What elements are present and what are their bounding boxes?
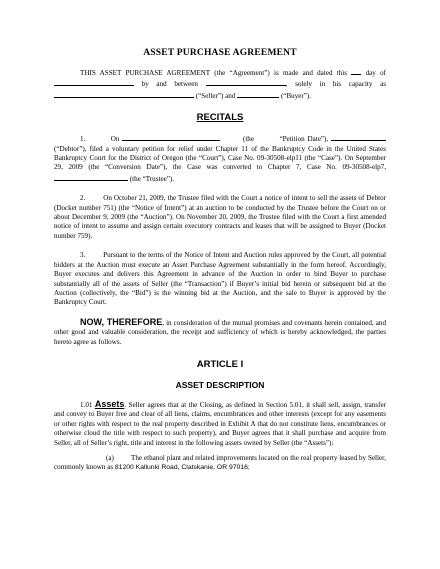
item-a — [54, 454, 386, 473]
now-therefore-text: , in consideration of the mutual promises and covenants herein contained, and other good and valuable consideration, the receipt and sufficiency of which is hereby acknowledged, the parties hereto agree as follows. — [54, 318, 386, 346]
intro-text-b: day of — [365, 69, 386, 77]
buyer-name-blank — [237, 90, 279, 98]
item-a-label: (a) — [106, 453, 114, 462]
now-therefore-lead: NOW, THEREFORE — [80, 316, 163, 327]
capacity-blank — [54, 90, 194, 98]
now-therefore-paragraph — [54, 318, 386, 347]
intro-text-d: , solely in his capacity as — [285, 80, 386, 89]
recital-1-on: On — [110, 135, 120, 144]
intro-text-f: (“Buyer”). — [280, 91, 312, 100]
recitals-heading: RECITALS — [196, 112, 244, 124]
petition-date-blank — [122, 133, 220, 141]
recital-1 — [54, 133, 386, 184]
seller-name-blank — [206, 78, 286, 86]
item-a-address: 81200 Kallunki Road, Clatskanie, OR 97016; — [114, 464, 250, 472]
recital-1-petition-date: “Petition Date”), — [279, 135, 329, 144]
section-1-01-number: 1.01 — [80, 400, 93, 409]
recital-3 — [54, 251, 386, 307]
debtor-name-blank — [331, 133, 386, 141]
date-day-blank — [351, 67, 361, 75]
item-a-text: The ethanol plant and related improvements located on the real property leased by Seller, commonly known as — [54, 453, 386, 472]
recital-1-debtor-text: (“Debtor”), filed a voluntary petition for relief under Chapter 11 of the Bankruptcy Code in the United States Bankruptcy Court for the District of Oregon (the “Court”), Case No. 09-30508-elp11 (the “Case”). On September 29, 2009 (the “Conversion Date”), the Case was converted to Chapter 7, Case No. 09-30508-elp7, — [54, 144, 386, 172]
section-1-01 — [54, 400, 386, 448]
recital-1-the: (the — [242, 135, 254, 144]
intro-text-a: THIS ASSET PURCHASE AGREEMENT (the “Agreement”) is made and dated this — [80, 69, 348, 77]
article-heading: ARTICLE I — [196, 358, 244, 370]
recital-2-text: On October 21, 2009, the Trustee filed with the Court a notice of intent to sell the assets of Debtor (Docket number 751) (the “Notice of Intent”) at an auction to be conducted by the Trustee before the Court on or about December 9, 2009 (the “Auction”). On November 20, 2009, the Trustee filed with the Court a first amended notice of intent to assume and assign certain executory contracts and leases that will be assigned to Buyer (Docket number 759). — [54, 194, 386, 240]
date-month-blank — [54, 78, 134, 86]
section-1-01-label: Assets — [94, 398, 125, 409]
recital-3-text: Pursuant to the terms of the Notice of Intent and Auction rules approved by the Court, all potential bidders at the Auction must execute an Asset Purchase Agreement substantially in the form hereof. Accordingly, Buyer executes and delivers this Agreement in advance of the Auction in order to bind Buyer to purchase substantially all of the assets of Seller (the “Transaction”) if Buyer’s initial bid herein or subsequent bid at the Auction (collectively, the “Bid”) is the winning bid at the Auction, and the sale to Buyer is approved by the Bankruptcy Court. — [54, 251, 386, 307]
intro-text-c: by and between — [141, 80, 198, 89]
trustee-name-blank — [54, 173, 128, 181]
intro-text-e: (“Seller”) and — [195, 91, 236, 100]
recital-3-number: 3. — [80, 251, 86, 260]
recital-2-number: 2. — [80, 194, 86, 203]
recital-2 — [54, 194, 386, 241]
asset-description-heading: ASSET DESCRIPTION — [175, 379, 265, 390]
intro-paragraph — [54, 67, 386, 101]
recital-1-number: 1. — [80, 135, 86, 144]
recital-1-trustee: (the “Trustee”). — [129, 174, 175, 183]
document-title: ASSET PURCHASE AGREEMENT — [143, 48, 297, 58]
section-1-01-text: . Seller agrees that at the Closing, as defined in Section 5.01, it shall sell, assign, transfer and convey to Buyer free and clear of all liens, claims, encumbrances and other interests (except for any easements or other rights with respect to the real property described in Exhibit A that do not constitute liens, encumbrances or otherwise cloud the title with respect to such property), and Buyer agrees that it shall purchase and acquire from Seller, all of Seller’s right, title and interest in the following assets owned by Seller (the “Assets”): — [54, 400, 386, 447]
